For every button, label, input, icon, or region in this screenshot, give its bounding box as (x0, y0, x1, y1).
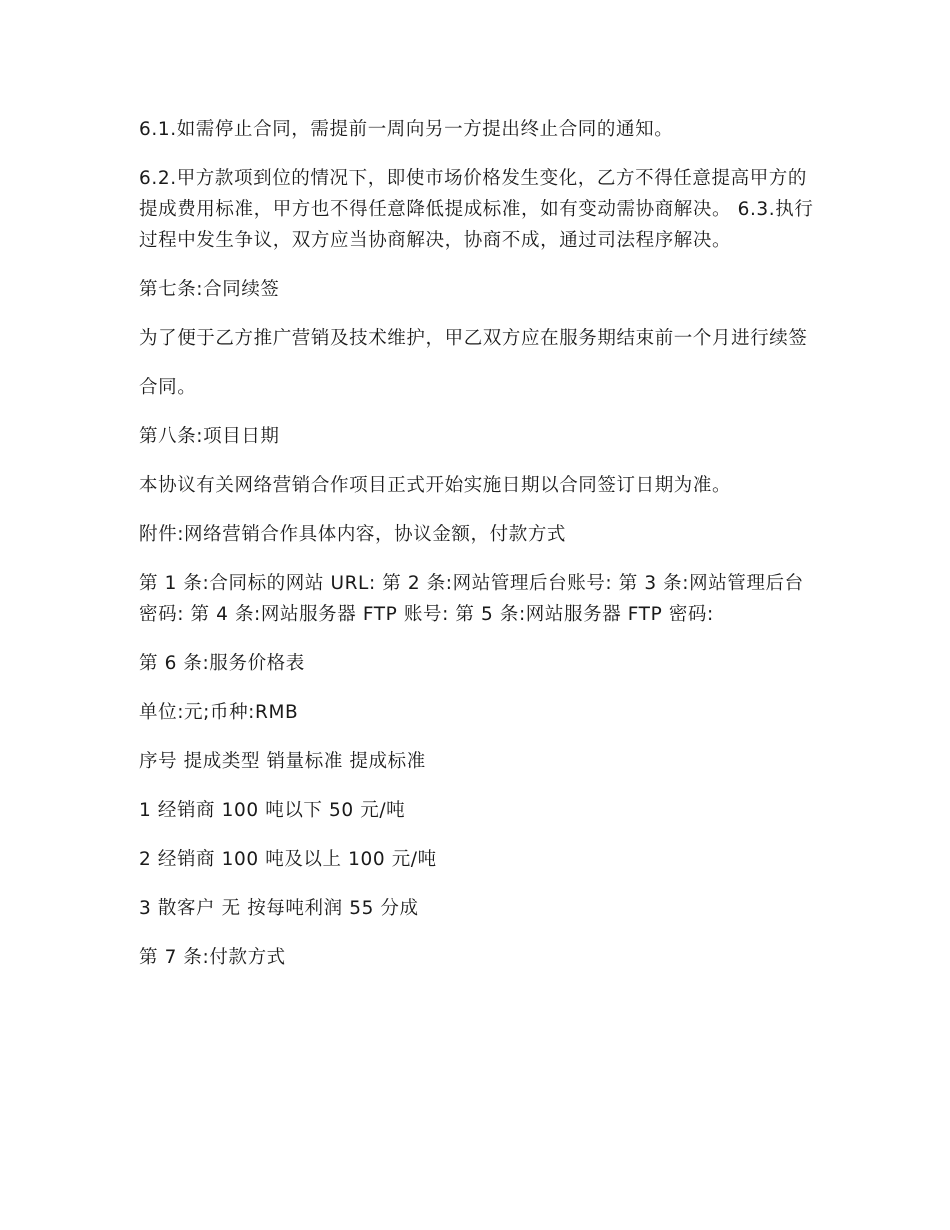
appendix-items-1-5: 第 1 条:合同标的网站 URL: 第 2 条:网站管理后台账号: 第 3 条:网站管理后台密码: 第 4 条:网站服务器 FTP 账号: 第 5 条:网站服务器 FTP 密码: (139, 573, 804, 625)
appendix-item-7: 第 7 条:付款方式 (139, 947, 286, 968)
clause-6-2-6-3: 6.2.甲方款项到位的情况下，即使市场价格发生变化，乙方不得任意提高甲方的提成费用标准，甲方也不得任意降低提成标准，如有变动需协商解决。 6.3.执行过程中发生争议，双方应当协商解决，协商不成，通过司法程序解决。 (139, 168, 814, 251)
article-7-heading: 第七条:合同续签 (139, 279, 280, 300)
price-table-row: 2 经销商 100 吨及以上 100 元/吨 (139, 849, 437, 870)
price-table-row: 1 经销商 100 吨以下 50 元/吨 (139, 800, 406, 821)
price-table-row: 3 散客户 无 按每吨利润 55 分成 (139, 898, 419, 919)
price-table-header: 序号 提成类型 销量标准 提成标准 (139, 751, 426, 772)
appendix-item-6: 第 6 条:服务价格表 (139, 653, 305, 674)
price-unit: 单位:元;币种:RMB (139, 702, 299, 723)
article-7-text-cont: 合同。 (139, 377, 197, 398)
article-8-heading: 第八条:项目日期 (139, 426, 280, 447)
document-body (139, 114, 815, 991)
article-7-text: 为了便于乙方推广营销及技术维护，甲乙双方应在服务期结束前一个月进行续签 (139, 328, 808, 349)
clause-6-1: 6.1.如需停止合同，需提前一周向另一方提出终止合同的通知。 (139, 119, 674, 140)
article-8-text: 本协议有关网络营销合作项目正式开始实施日期以合同签订日期为准。 (139, 475, 732, 496)
appendix-heading: 附件:网络营销合作具体内容，协议金额，付款方式 (139, 524, 567, 545)
